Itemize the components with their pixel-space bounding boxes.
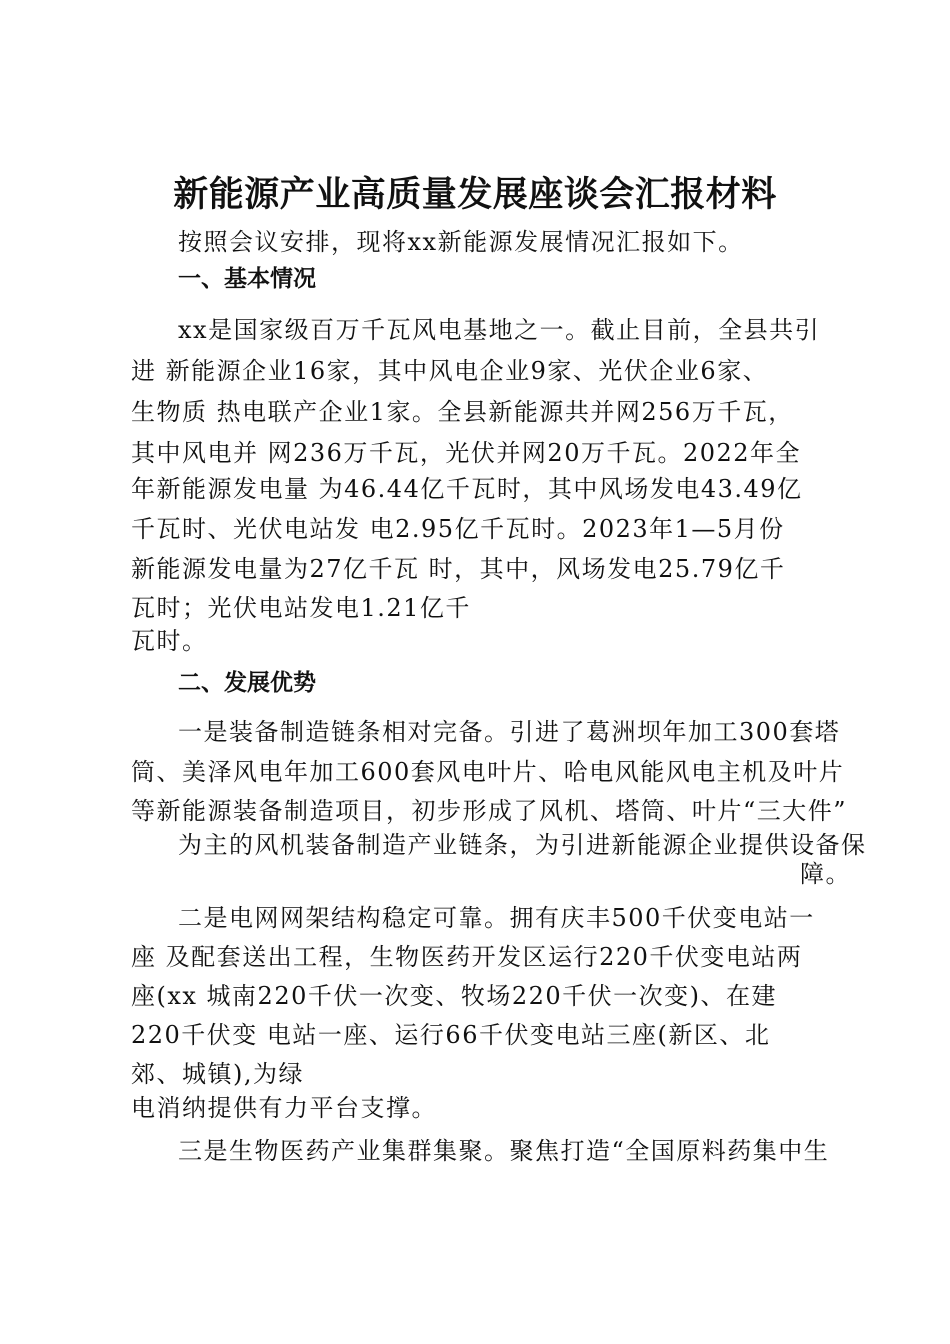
document-title: 新能源产业高质量发展座谈会汇报材料 bbox=[173, 175, 777, 215]
section2-para2-line-3: 座(xx 城南220千伏一次变、牧场220千伏一次变)、在建 bbox=[131, 982, 778, 1010]
section2-para2-line-1: 二是电网网架结构稳定可靠。拥有庆丰500千伏变电站一 bbox=[178, 904, 815, 932]
section-heading-basic-situation: 一、基本情况 bbox=[178, 266, 316, 292]
section1-line-1: xx是国家级百万千瓦风电基地之一。截止目前，全县共引 bbox=[178, 316, 821, 344]
intro-paragraph: 按照会议安排，现将xx新能源发展情况汇报如下。 bbox=[178, 228, 744, 256]
section1-line-2: 进 新能源企业16家，其中风电企业9家、光伏企业6家、 bbox=[131, 357, 769, 385]
section-heading-development-advantages: 二、发展优势 bbox=[178, 670, 316, 696]
section2-para3-line-1: 三是生物医药产业集群集聚。聚焦打造“全国原料药集中生 bbox=[178, 1137, 830, 1165]
section1-line-6: 千瓦时、光伏电站发 电2.95亿千瓦时。2023年1—5月份 bbox=[131, 515, 785, 543]
section2-para1-line-3: 等新能源装备制造项目，初步形成了风机、塔筒、叶片“三大件” bbox=[131, 797, 848, 825]
section2-para2-line-6: 电消纳提供有力平台支撑。 bbox=[131, 1094, 437, 1122]
section2-para1-line-4: 为主的风机装备制造产业链条，为引进新能源企业提供设备保 bbox=[178, 831, 867, 859]
section1-line-8: 瓦时；光伏电站发电1.21亿千 bbox=[131, 594, 471, 622]
section1-line-9: 瓦时。 bbox=[131, 627, 208, 655]
section2-para1-line-2: 筒、美泽风电年加工600套风电叶片、哈电风能风电主机及叶片 bbox=[131, 758, 845, 786]
section2-para1-line-1: 一是装备制造链条相对完备。引进了葛洲坝年加工300套塔 bbox=[178, 718, 841, 746]
section2-para2-line-4: 220千伏变 电站一座、运行66千伏变电站三座(新区、北 bbox=[131, 1021, 771, 1049]
section2-para2-line-5: 郊、城镇),为绿 bbox=[131, 1060, 304, 1088]
section2-para1-line-5: 障。 bbox=[800, 860, 851, 888]
section2-para2-line-2: 座 及配套送出工程，生物医药开发区运行220千伏变电站两 bbox=[131, 943, 803, 971]
section1-line-3: 生物质 热电联产企业1家。全县新能源共并网256万千瓦， bbox=[131, 398, 794, 426]
section1-line-7: 新能源发电量为27亿千瓦 时，其中，风场发电25.79亿千 bbox=[131, 555, 786, 583]
section1-line-4: 其中风电并 网236万千瓦，光伏并网20万千瓦。2022年全 bbox=[131, 439, 802, 467]
section1-line-5: 年新能源发电量 为46.44亿千瓦时，其中风场发电43.49亿 bbox=[131, 475, 803, 503]
